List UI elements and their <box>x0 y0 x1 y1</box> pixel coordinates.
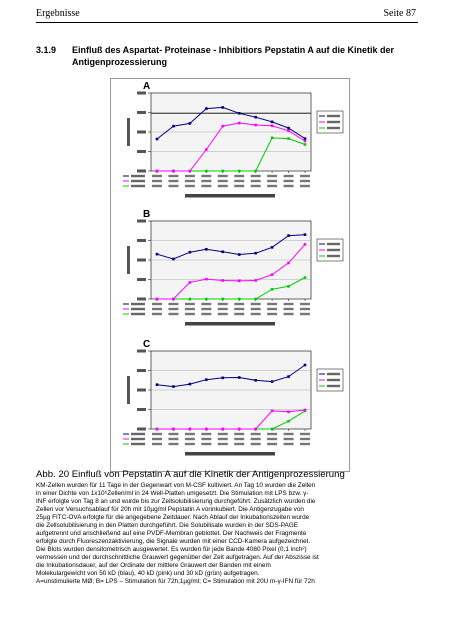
table-cell-blur <box>152 308 162 310</box>
table-cell-blur <box>218 308 228 310</box>
caption-line: Molekulargewicht von 50 kD (blau), 40 kD (pink) und 30 kD (grün) aufgetragen. <box>36 570 260 577</box>
table-cell-blur <box>201 433 211 435</box>
series-pink-point <box>189 170 192 173</box>
series-green-point <box>254 170 257 173</box>
panel-label: B <box>143 209 151 220</box>
table-cell-blur <box>218 313 228 315</box>
caption-line: die Zellsolubilisierung in den Platten durchgeführt. Die Solubilisate wurden in der SDS-PAGE <box>36 522 299 529</box>
series-pink-point <box>238 428 241 431</box>
table-row-label-blur <box>131 313 145 315</box>
table-row-label-blur <box>131 308 145 310</box>
table-row-label-blur <box>131 185 145 187</box>
table-cell-blur <box>284 180 294 182</box>
table-cell-blur <box>168 303 178 305</box>
series-pink-point <box>205 278 208 281</box>
series-green-point <box>205 298 208 301</box>
y-axis-title-blur <box>127 118 130 146</box>
table-cell-blur <box>251 308 261 310</box>
series-pink-point <box>304 140 307 143</box>
table-cell-blur <box>284 438 294 440</box>
caption-line: Zellen vor Versuchsablauf für 20h mit 10µg/ml Pepstatin A vorinkubiert. Die Antigenzugabe von <box>36 506 304 513</box>
series-blue-point <box>254 252 257 255</box>
header-chapter: Ergebnisse <box>36 8 80 19</box>
legend-text-blur <box>327 127 340 129</box>
panel-label: C <box>143 339 151 350</box>
table-cell-blur <box>168 180 178 182</box>
series-pink-point <box>172 298 175 301</box>
y-tick-label-blur <box>137 428 146 431</box>
chart-panel-b <box>111 207 349 339</box>
caption-line: Die Blots wurden densitometrisch ausgewertet. Es wurden für jede Bande 4080 Pixel (0,1 inch²) <box>36 546 307 553</box>
table-cell-blur <box>267 180 277 182</box>
x-axis-title-blur <box>185 194 275 198</box>
legend-text-blur <box>327 255 340 257</box>
table-cell-blur <box>168 443 178 445</box>
series-blue-point <box>172 258 175 261</box>
series-green-point <box>238 170 241 173</box>
series-blue-point <box>221 377 224 380</box>
table-cell-blur <box>284 313 294 315</box>
y-tick-label-blur <box>137 220 146 223</box>
table-cell-blur <box>185 175 195 177</box>
table-cell-blur <box>168 433 178 435</box>
y-tick-label-blur <box>137 111 146 114</box>
caption-line: INF erfolgte von Tag 8 an und wurde bis zur Zellsolubilisierung durchgeführt. Zusätzlich wurden die <box>36 498 316 505</box>
table-cell-blur <box>284 175 294 177</box>
legend-text-blur <box>327 385 340 387</box>
y-tick-label-blur <box>137 350 146 353</box>
caption-line: die Inkubationsdauer, auf der Ordinate der mittlere Grauwert der Banden mit einem <box>36 562 271 569</box>
series-pink-point <box>172 170 175 173</box>
table-cell-blur <box>267 185 277 187</box>
table-cell-blur <box>201 308 211 310</box>
table-cell-blur <box>234 313 244 315</box>
table-cell-blur <box>218 303 228 305</box>
series-blue-point <box>304 233 307 236</box>
series-blue-point <box>287 234 290 237</box>
table-cell-blur <box>152 438 162 440</box>
series-pink-point <box>172 428 175 431</box>
legend-text-blur <box>327 115 340 117</box>
table-cell-blur <box>168 308 178 310</box>
series-blue-point <box>189 122 192 125</box>
series-blue-point <box>221 106 224 109</box>
series-green-point <box>238 298 241 301</box>
series-blue-point <box>271 121 274 124</box>
series-blue-point <box>205 378 208 381</box>
series-pink-point <box>271 410 274 413</box>
panel-label: A <box>143 81 151 92</box>
series-pink-point <box>238 280 241 283</box>
table-cell-blur <box>218 180 228 182</box>
table-cell-blur <box>234 185 244 187</box>
table-cell-blur <box>234 443 244 445</box>
series-blue-point <box>238 376 241 379</box>
section-number: 3.1.9 <box>36 45 57 55</box>
table-cell-blur <box>218 438 228 440</box>
table-cell-blur <box>201 313 211 315</box>
table-cell-blur <box>218 433 228 435</box>
y-axis-title-blur <box>127 246 130 274</box>
series-green-point <box>304 276 307 279</box>
legend-text-blur <box>327 373 340 375</box>
table-cell-blur <box>218 185 228 187</box>
y-tick-label-blur <box>137 131 146 134</box>
series-green-point <box>287 137 290 140</box>
series-pink-point <box>238 122 241 125</box>
header-rule <box>36 22 418 23</box>
table-cell-blur <box>152 185 162 187</box>
series-pink-point <box>221 428 224 431</box>
legend-text-blur <box>327 249 340 251</box>
table-cell-blur <box>185 308 195 310</box>
figure-caption-title: Abb. 20 Einfluß von Pepstatin A auf die Kinetik der Antigenprozessierung <box>36 469 345 480</box>
series-blue-point <box>238 112 241 115</box>
series-green-point <box>271 288 274 291</box>
table-cell-blur <box>168 313 178 315</box>
series-pink-point <box>189 281 192 284</box>
series-pink-point <box>287 411 290 414</box>
table-row-label-blur <box>131 175 145 177</box>
y-tick-label-blur <box>137 239 146 242</box>
table-cell-blur <box>168 175 178 177</box>
series-blue-point <box>189 251 192 254</box>
y-tick-label-blur <box>137 408 146 411</box>
table-row-label-blur <box>131 433 145 435</box>
series-blue-point <box>156 253 159 256</box>
series-pink-point <box>189 428 192 431</box>
table-cell-blur <box>251 443 261 445</box>
table-cell-blur <box>284 303 294 305</box>
series-blue-point <box>172 385 175 388</box>
table-cell-blur <box>152 180 162 182</box>
table-cell-blur <box>267 433 277 435</box>
series-blue-point <box>205 107 208 110</box>
section-title: Einfluß des Aspartat- Proteinase - Inhibitiors Pepstatin A auf die Kinetik der Antigenprozessierung <box>72 45 395 67</box>
series-blue-point <box>287 375 290 378</box>
table-row-label-blur <box>131 180 145 182</box>
y-tick-label-blur <box>137 278 146 281</box>
table-cell-blur <box>234 308 244 310</box>
table-cell-blur <box>267 443 277 445</box>
table-cell-blur <box>234 175 244 177</box>
table-cell-blur <box>300 175 310 177</box>
caption-line: KM-Zellen wurden für 11 Tage in der Gegenwart von M-CSF kultiviert. An Tag 10 wurden die Zellen <box>36 482 316 489</box>
table-cell-blur <box>234 180 244 182</box>
chart-b <box>111 207 349 339</box>
series-pink-point <box>271 273 274 276</box>
series-pink-point <box>205 148 208 151</box>
chart-a <box>111 79 349 211</box>
table-cell-blur <box>152 313 162 315</box>
table-cell-blur <box>185 433 195 435</box>
table-cell-blur <box>284 433 294 435</box>
table-row-label-blur <box>131 443 145 445</box>
series-pink-point <box>304 243 307 246</box>
series-blue-point <box>205 248 208 251</box>
table-cell-blur <box>201 175 211 177</box>
table-cell-blur <box>284 443 294 445</box>
y-tick-label-blur <box>137 92 146 95</box>
y-tick-label-blur <box>137 170 146 173</box>
table-cell-blur <box>185 303 195 305</box>
table-cell-blur <box>185 443 195 445</box>
figure-caption-body <box>36 482 420 586</box>
series-pink-point <box>221 125 224 128</box>
chart-c <box>111 337 349 469</box>
series-blue-point <box>304 364 307 367</box>
series-green-point <box>287 285 290 288</box>
table-cell-blur <box>185 313 195 315</box>
series-pink-point <box>254 124 257 127</box>
table-cell-blur <box>251 180 261 182</box>
series-pink-point <box>271 124 274 127</box>
series-pink-point <box>287 262 290 265</box>
y-tick-label-blur <box>137 369 146 372</box>
table-cell-blur <box>234 433 244 435</box>
caption-line: A=unstimulierte MØ; B= LPS – Stimulation für 72h,1µg/ml; C= Stimulation mit 20U m-γ-IFN für 72h <box>36 578 315 585</box>
legend-text-blur <box>327 121 340 123</box>
y-axis-title-blur <box>127 376 130 404</box>
table-cell-blur <box>300 313 310 315</box>
series-pink-point <box>156 170 159 173</box>
series-blue-point <box>189 383 192 386</box>
table-cell-blur <box>201 303 211 305</box>
table-cell-blur <box>251 433 261 435</box>
series-pink-point <box>254 279 257 282</box>
table-cell-blur <box>300 185 310 187</box>
series-blue-point <box>254 116 257 119</box>
table-cell-blur <box>218 175 228 177</box>
table-cell-blur <box>267 313 277 315</box>
table-cell-blur <box>300 303 310 305</box>
table-cell-blur <box>267 175 277 177</box>
table-row-label-blur <box>131 438 145 440</box>
series-blue-point <box>156 138 159 141</box>
figure-20 <box>110 78 350 472</box>
table-cell-blur <box>185 438 195 440</box>
header-page-number: Seite 87 <box>383 8 416 19</box>
y-tick-label-blur <box>137 298 146 301</box>
series-blue-point <box>238 253 241 256</box>
table-cell-blur <box>284 308 294 310</box>
series-blue-point <box>271 380 274 383</box>
table-cell-blur <box>267 308 277 310</box>
table-cell-blur <box>300 443 310 445</box>
caption-line: vermessen und der durchschnittliche Grauwert gegenüber der Zeit aufgetragen. Auf der Abszisse ist <box>36 554 319 561</box>
x-axis-title-blur <box>185 322 275 326</box>
series-blue-point <box>156 383 159 386</box>
chart-panel-c <box>111 337 349 469</box>
table-cell-blur <box>300 438 310 440</box>
series-blue-point <box>304 137 307 140</box>
table-cell-blur <box>300 433 310 435</box>
series-blue-point <box>172 125 175 128</box>
series-pink-point <box>205 428 208 431</box>
y-tick-label-blur <box>137 389 146 392</box>
caption-line: 25µg FITC-OVA erfolgte für die angegebene Zeitdauer. Nach Ablauf der Inkubationszeiten wurde <box>36 514 310 521</box>
table-cell-blur <box>267 438 277 440</box>
table-cell-blur <box>300 180 310 182</box>
table-cell-blur <box>251 175 261 177</box>
table-cell-blur <box>201 185 211 187</box>
series-green-point <box>189 298 192 301</box>
series-green-point <box>254 298 257 301</box>
series-green-point <box>287 420 290 423</box>
series-green-point <box>221 298 224 301</box>
table-cell-blur <box>152 303 162 305</box>
series-pink-point <box>156 298 159 301</box>
series-blue-point <box>221 251 224 254</box>
series-blue-point <box>271 246 274 249</box>
table-cell-blur <box>201 443 211 445</box>
series-pink-point <box>156 428 159 431</box>
series-pink-point <box>287 130 290 133</box>
legend-text-blur <box>327 243 340 245</box>
table-cell-blur <box>201 438 211 440</box>
table-cell-blur <box>218 443 228 445</box>
series-pink-point <box>221 279 224 282</box>
series-green-point <box>271 137 274 140</box>
series-pink-point <box>254 428 257 431</box>
table-row-label-blur <box>131 303 145 305</box>
table-cell-blur <box>152 433 162 435</box>
y-tick-label-blur <box>137 150 146 153</box>
table-cell-blur <box>152 175 162 177</box>
table-cell-blur <box>168 438 178 440</box>
table-cell-blur <box>152 443 162 445</box>
y-tick-label-blur <box>137 259 146 262</box>
table-cell-blur <box>251 185 261 187</box>
x-axis-title-blur <box>185 452 275 456</box>
series-blue-point <box>254 379 257 382</box>
table-cell-blur <box>251 303 261 305</box>
caption-line: erfolgte durch Fluoreszenzaktivierung, die Signale wurden mit einer CCD-Kamera aufgezeichnet. <box>36 538 311 545</box>
caption-line: aufgetrennt und anschließend auf eine PVDF-Membran geblottet. Der Nachweis der Fragmente <box>36 530 307 537</box>
series-green-point <box>221 170 224 173</box>
table-cell-blur <box>284 185 294 187</box>
table-cell-blur <box>185 180 195 182</box>
table-cell-blur <box>234 438 244 440</box>
series-blue-point <box>287 127 290 130</box>
legend-text-blur <box>327 379 340 381</box>
table-cell-blur <box>251 438 261 440</box>
series-green-point <box>271 428 274 431</box>
table-cell-blur <box>267 303 277 305</box>
table-cell-blur <box>300 308 310 310</box>
series-pink-point <box>304 409 307 412</box>
table-cell-blur <box>168 185 178 187</box>
series-green-point <box>205 170 208 173</box>
caption-line: in einer Dichte von 1x10⁶Zellen/ml in 24 Well-Platten umgesetzt. Die Stimulation mit LPS bzw. γ- <box>36 490 309 497</box>
table-cell-blur <box>251 313 261 315</box>
table-cell-blur <box>234 303 244 305</box>
table-cell-blur <box>185 185 195 187</box>
table-cell-blur <box>201 180 211 182</box>
chart-panel-a <box>111 79 349 211</box>
series-green-point <box>304 143 307 146</box>
